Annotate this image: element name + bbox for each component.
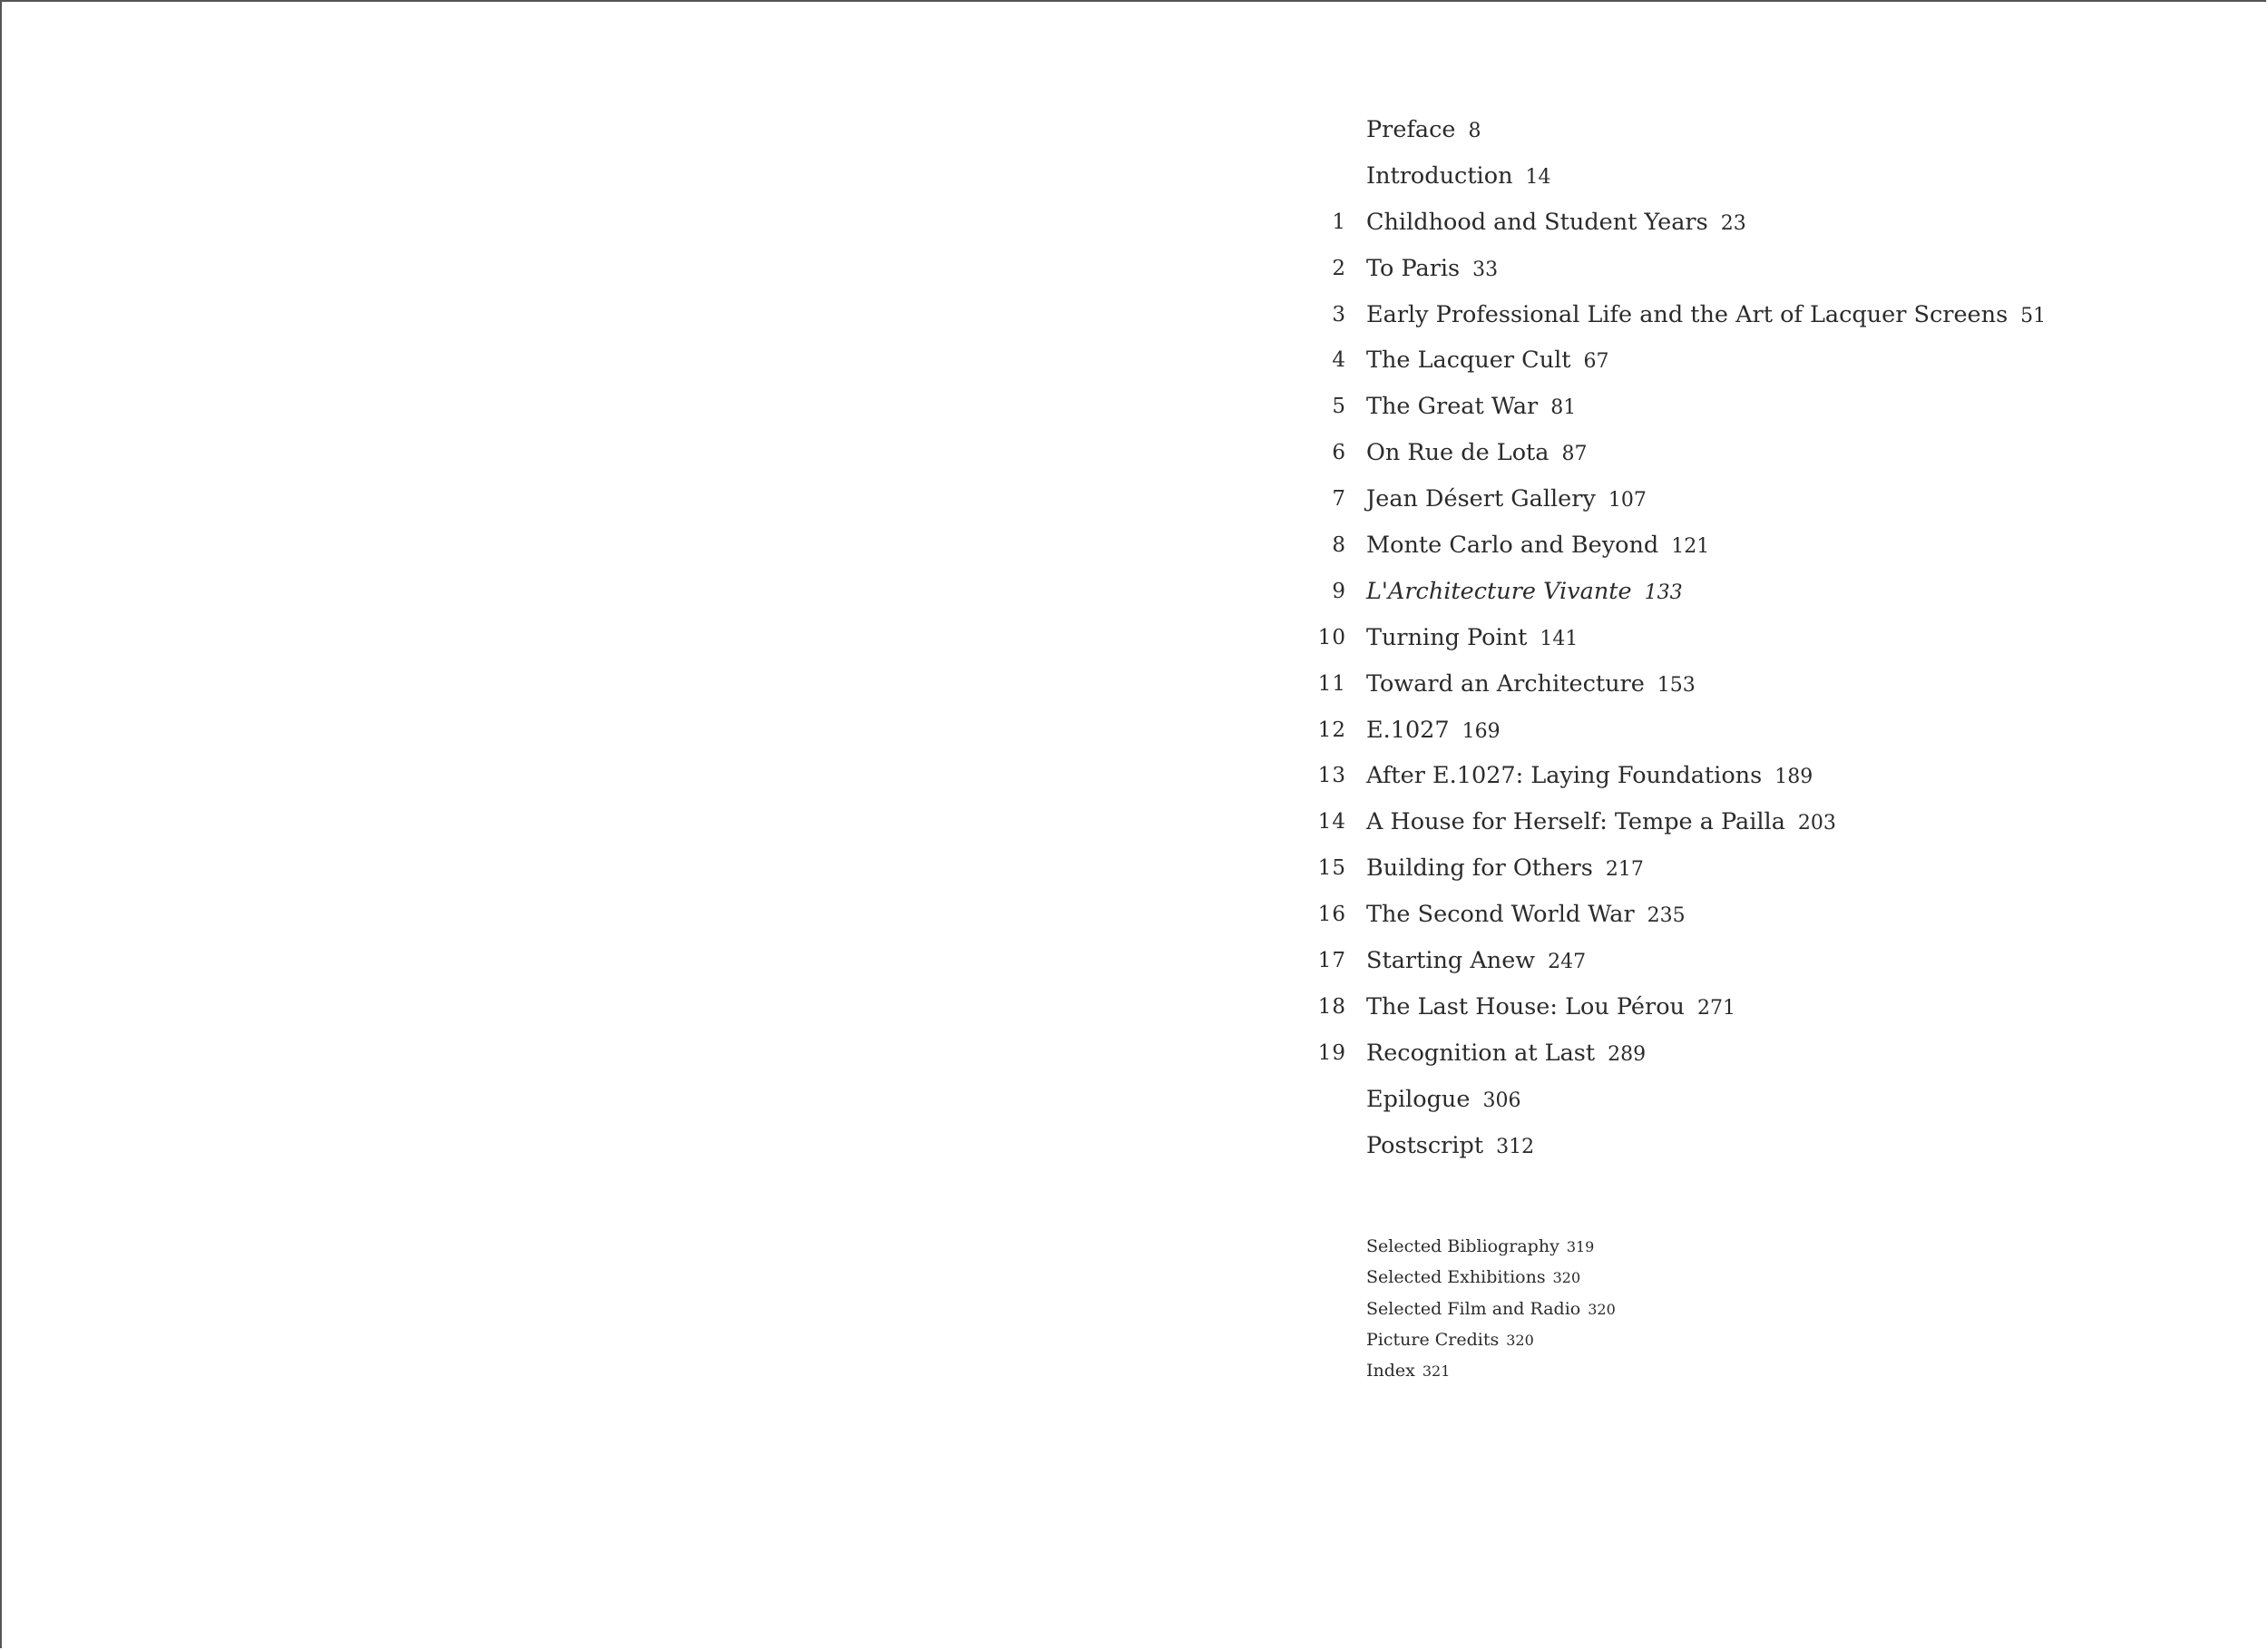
toc-entry-title <box>1366 482 1647 518</box>
toc-entry <box>1306 251 2214 298</box>
page-number: 121 <box>1671 535 1710 559</box>
chapter-number: 7 <box>1332 487 1346 512</box>
page-number: 320 <box>1588 1300 1616 1318</box>
chapter-title: Early Professional Life and the Art of Lacquer Screens <box>1366 300 2009 328</box>
page-number: 169 <box>1461 719 1501 743</box>
chapter-number: 4 <box>1332 348 1346 373</box>
chapter-title: The Second World War <box>1366 901 1635 929</box>
page-number: 321 <box>1422 1362 1451 1381</box>
toc-entry <box>1306 482 2214 528</box>
chapter-title: L'Architecture Vivante <box>1366 577 1632 605</box>
back-matter-entry <box>1366 1262 1616 1293</box>
chapter-number: 8 <box>1332 533 1346 558</box>
chapter-title: Monte Carlo and Beyond <box>1366 532 1659 560</box>
chapter-number: 5 <box>1332 395 1346 419</box>
toc-entry-title <box>1366 528 1709 564</box>
toc-entry <box>1306 805 2214 851</box>
page-number: 306 <box>1482 1089 1521 1112</box>
toc-entry-title <box>1366 758 1813 795</box>
page-number: 203 <box>1797 812 1836 835</box>
toc-entry-title <box>1366 574 1683 610</box>
toc-entry-title <box>1366 713 1501 749</box>
chapter-number: 6 <box>1332 441 1346 465</box>
back-matter-title: Selected Bibliography <box>1366 1236 1559 1256</box>
chapter-title: Preface <box>1366 116 1456 143</box>
chapter-number: 17 <box>1317 949 1346 973</box>
toc-entry <box>1306 389 2214 435</box>
chapter-title: Turning Point <box>1366 623 1528 651</box>
page-number: 8 <box>1468 120 1481 142</box>
chapter-number: 14 <box>1317 810 1346 835</box>
back-matter-title: Selected Exhibitions <box>1366 1267 1546 1288</box>
toc-entry <box>1306 620 2214 667</box>
toc-entry <box>1306 159 2214 205</box>
toc-entry-title <box>1366 1082 1520 1118</box>
toc-entry <box>1306 851 2214 897</box>
toc-entry-title <box>1366 667 1696 703</box>
chapter-number: 18 <box>1317 994 1346 1019</box>
toc-entry-title <box>1366 159 1551 195</box>
toc-entry <box>1306 528 2214 574</box>
chapter-number: 19 <box>1317 1040 1346 1065</box>
toc-entry-title <box>1366 435 1588 472</box>
chapter-title: Introduction <box>1366 161 1513 190</box>
toc-entry-title <box>1366 112 1481 149</box>
chapter-title: The Lacquer Cult <box>1366 347 1571 375</box>
page-number: 271 <box>1696 996 1735 1020</box>
back-matter-entry <box>1366 1324 1616 1355</box>
chapter-title: Epilogue <box>1366 1085 1471 1113</box>
chapter-title: Toward an Architecture <box>1366 669 1645 698</box>
page-number: 14 <box>1525 165 1551 189</box>
toc-entry-title <box>1366 990 1735 1026</box>
toc-entry-title <box>1366 805 1836 841</box>
chapter-number: 15 <box>1317 856 1346 881</box>
chapter-number: 2 <box>1332 256 1346 280</box>
chapter-number: 16 <box>1317 903 1346 927</box>
chapter-title: Recognition at Last <box>1366 1039 1596 1067</box>
chapter-title: Postscript <box>1366 1131 1484 1159</box>
toc-entry <box>1306 343 2214 389</box>
toc-entry <box>1306 943 2214 990</box>
table-of-contents <box>1306 112 2214 1174</box>
toc-entry <box>1306 713 2214 759</box>
page-number: 107 <box>1608 489 1647 513</box>
chapter-title: A House for Herself: Tempe a Pailla <box>1366 808 1785 836</box>
page-number: 23 <box>1720 211 1746 235</box>
toc-entry <box>1306 574 2214 620</box>
page-number: 87 <box>1561 443 1588 466</box>
chapter-title: After E.1027: Laying Foundations <box>1366 762 1763 790</box>
chapter-title: Starting Anew <box>1366 947 1536 975</box>
chapter-number: 11 <box>1317 671 1346 696</box>
back-matter-entry <box>1366 1294 1616 1324</box>
toc-entry <box>1306 112 2214 159</box>
back-matter-list <box>1366 1231 1616 1386</box>
toc-entry <box>1306 1128 2214 1175</box>
chapter-number: 10 <box>1317 625 1346 649</box>
page-number: 141 <box>1540 627 1579 650</box>
toc-entry <box>1306 667 2214 713</box>
toc-entry <box>1306 897 2214 943</box>
chapter-title: On Rue de Lota <box>1366 439 1549 467</box>
toc-entry-title <box>1366 343 1609 379</box>
toc-entry <box>1306 990 2214 1036</box>
toc-entry-title <box>1366 389 1576 425</box>
toc-entry <box>1306 298 2214 344</box>
chapter-title: Building for Others <box>1366 854 1593 883</box>
chapter-number: 1 <box>1332 210 1346 234</box>
page-number: 320 <box>1506 1331 1534 1349</box>
page-number: 312 <box>1496 1135 1535 1158</box>
chapter-title: Childhood and Student Years <box>1366 208 1708 236</box>
back-matter-entry <box>1366 1355 1616 1386</box>
page-number: 289 <box>1608 1042 1647 1066</box>
toc-entry-title <box>1366 943 1586 980</box>
page-number: 33 <box>1472 258 1499 281</box>
toc-entry-title <box>1366 251 1498 288</box>
page-number: 133 <box>1644 581 1683 604</box>
toc-entry-title <box>1366 205 1746 241</box>
page-number: 247 <box>1548 951 1587 974</box>
page-number: 51 <box>2020 304 2047 327</box>
toc-entry <box>1306 1036 2214 1082</box>
chapter-title: E.1027 <box>1366 716 1450 744</box>
back-matter-title: Selected Film and Radio <box>1366 1298 1581 1319</box>
page-number: 153 <box>1657 673 1696 697</box>
toc-entry-title <box>1366 1128 1534 1165</box>
page-number: 67 <box>1583 350 1609 374</box>
page-number: 235 <box>1647 904 1686 928</box>
toc-entry-title <box>1366 298 2046 334</box>
toc-entry-title <box>1366 1036 1646 1072</box>
chapter-title: The Last House: Lou Pérou <box>1366 992 1685 1020</box>
toc-entry <box>1306 758 2214 805</box>
toc-entry-title <box>1366 851 1644 887</box>
chapter-number: 12 <box>1317 718 1346 742</box>
back-matter-title: Picture Credits <box>1366 1329 1500 1350</box>
toc-entry <box>1306 205 2214 251</box>
page-number: 320 <box>1552 1269 1581 1287</box>
back-matter-entry <box>1366 1231 1616 1262</box>
page-number: 319 <box>1566 1238 1595 1255</box>
page-number: 81 <box>1550 396 1577 420</box>
toc-entry-title <box>1366 620 1578 657</box>
toc-entry <box>1306 435 2214 482</box>
back-matter-title: Index <box>1366 1361 1415 1382</box>
chapter-number: 3 <box>1332 302 1346 327</box>
chapter-title: To Paris <box>1366 254 1461 282</box>
chapter-number: 9 <box>1332 579 1346 603</box>
chapter-title: Jean Désert Gallery <box>1366 485 1596 513</box>
page-number: 217 <box>1605 858 1644 882</box>
chapter-number: 13 <box>1317 764 1346 788</box>
toc-entry <box>1306 1082 2214 1128</box>
chapter-title: The Great War <box>1366 393 1539 421</box>
page-number: 189 <box>1774 766 1813 789</box>
toc-entry-title <box>1366 897 1686 933</box>
